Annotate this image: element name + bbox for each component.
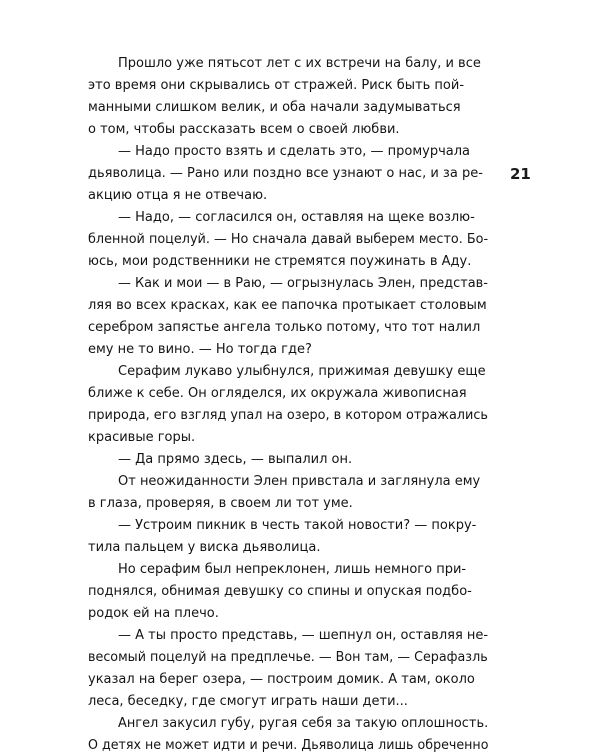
text-line: Прошло уже пятьсот лет с их встречи на балу, и все xyxy=(118,56,481,71)
text-line: бленной поцелуй. — Но сначала давай выберем место. Бо- xyxy=(88,232,489,247)
text-line: Серафим лукаво улыбнулся, прижимая девушку еще xyxy=(118,364,486,379)
text-line: ляя во всех красках, как ее папочка протыкает столовым xyxy=(88,298,487,313)
text-line: это время они скрывались от стражей. Риск быть пой- xyxy=(88,78,465,93)
text-line: — Да прямо здесь, — выпалил он. xyxy=(118,452,353,467)
text-line: Но серафим был непреклонен, лишь немного при- xyxy=(118,562,467,577)
text-line: тила пальцем у виска дьяволица. xyxy=(88,540,321,555)
text-line: природа, его взгляд упал на озеро, в котором отражались xyxy=(88,408,488,423)
text-line: поднялся, обнимая девушку со спины и опуская подбо- xyxy=(88,584,472,599)
text-line: От неожиданности Элен привстала и заглянула ему xyxy=(118,474,481,489)
text-line: леса, беседку, где смогут играть наши дети... xyxy=(88,694,408,709)
text-line: Ангел закусил губу, ругая себя за такую оплошность. xyxy=(118,716,489,731)
text-line: — Надо просто взять и сделать это, — промурчала xyxy=(118,144,471,159)
text-line: красивые горы. xyxy=(88,430,196,445)
text-line: — А ты просто представь, — шепнул он, оставляя не- xyxy=(118,628,489,643)
text-line: манными слишком велик, и оба начали задумываться xyxy=(88,100,461,115)
text-line: — Устроим пикник в честь такой новости? — покру- xyxy=(118,518,477,533)
text-line: серебром запястье ангела только потому, что тот налил xyxy=(88,320,481,335)
text-line: родок ей на плечо. xyxy=(88,606,219,621)
text-line: дьяволица. — Рано или поздно все узнают о нас, и за ре- xyxy=(88,166,483,181)
text-line: акцию отца я не отвечаю. xyxy=(88,188,268,203)
text-line: — Как и мои — в Раю, — огрызнулась Элен, представ- xyxy=(118,276,488,291)
text-line: О детях не может идти и речи. Дьяволица лишь обреченно xyxy=(88,738,489,753)
text-line: о том, чтобы рассказать всем о своей любви. xyxy=(88,122,400,137)
text-line: ближе к себе. Он огляделся, их окружала живописная xyxy=(88,386,467,401)
text-line: в глаза, проверяя, в своем ли тот уме. xyxy=(88,496,353,511)
text-line: юсь, мои родственники не стремятся поужинать в Аду. xyxy=(88,254,472,269)
text-line: весомый поцелуй на предплечье. — Вон там, — Серафазль xyxy=(88,650,488,665)
text-line: ему не то вино. — Но тогда где? xyxy=(88,342,312,357)
text-line: — Надо, — согласился он, оставляя на щеке возлю- xyxy=(118,210,475,225)
text-line: указал на берег озера, — построим домик. А там, около xyxy=(88,672,475,687)
page-number: 21 xyxy=(510,165,531,183)
